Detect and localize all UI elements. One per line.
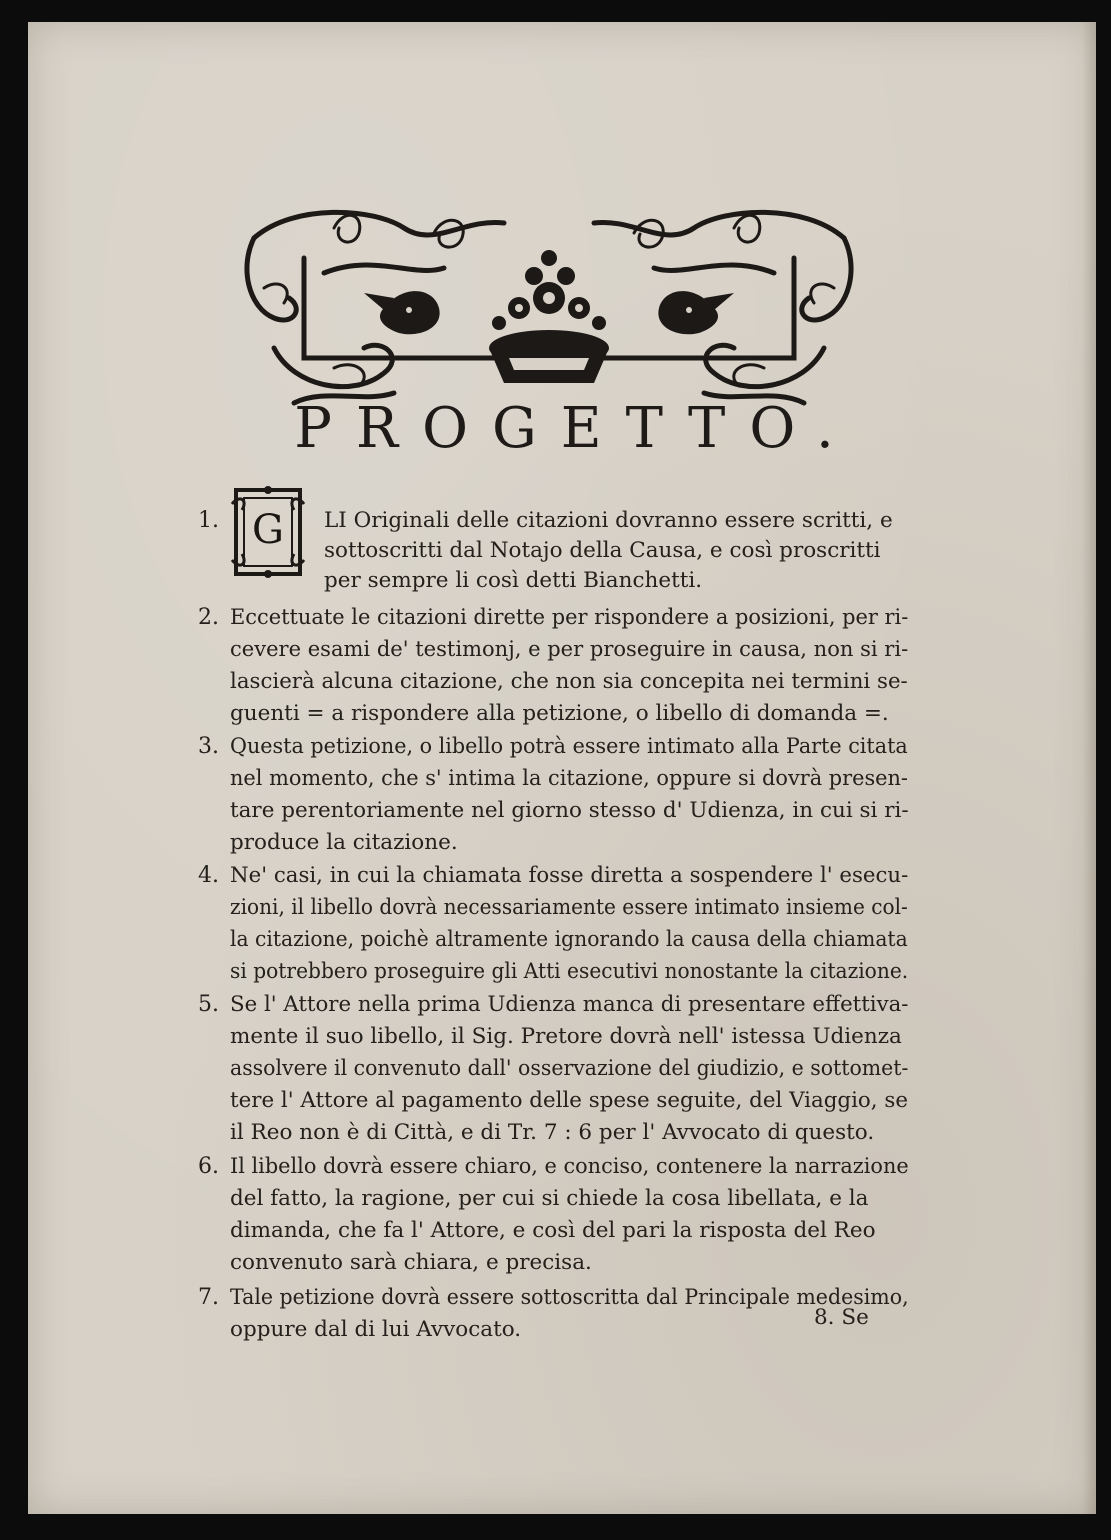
paragraph-number: 3. <box>198 734 219 759</box>
paragraph-line: LI Originali delle citazioni dovranno essere scritti, e <box>324 508 893 533</box>
catchword: 8. Se <box>814 1305 869 1330</box>
page-title: PROGETTO. <box>294 396 858 461</box>
document-page <box>28 22 1096 1514</box>
paragraph-line: Ne' casi, in cui la chiamata fosse diretta a sospendere l' esecu- <box>230 863 909 888</box>
paragraph-line: per sempre li così detti Bianchetti. <box>324 568 703 593</box>
paragraph-line: il Reo non è di Città, e di Tr. 7 : 6 per l' Avvocato di questo. <box>230 1120 875 1145</box>
ornamental-headpiece <box>234 198 864 413</box>
paragraph-line: dimanda, che fa l' Attore, e così del pari la risposta del Reo <box>230 1218 876 1243</box>
paragraph-number: 6. <box>198 1154 219 1179</box>
paragraph-line: del fatto, la ragione, per cui si chiede la cosa libellata, e la <box>230 1186 869 1211</box>
paragraph-line: zioni, il libello dovrà necessariamente essere intimato insieme col- <box>230 895 908 920</box>
paragraph-line: tare perentoriamente nel giorno stesso d' Udienza, in cui si ri- <box>230 798 909 823</box>
paragraph-number: 5. <box>198 992 219 1017</box>
paragraph-number: 1. <box>198 508 219 533</box>
paragraph-number: 7. <box>198 1285 219 1310</box>
paragraph-line: si potrebbero proseguire gli Atti esecutivi nonostante la citazione. <box>230 959 909 984</box>
decorated-initial <box>230 484 306 580</box>
paragraph-line: Se l' Attore nella prima Udienza manca di presentare effettiva- <box>230 992 909 1017</box>
paragraph-number: 2. <box>198 605 219 630</box>
paragraph-line: sottoscritti dal Notajo della Causa, e così proscritti <box>324 538 881 563</box>
paragraph-line: nel momento, che s' intima la citazione, oppure si dovrà presen- <box>230 766 908 791</box>
paragraph-line: cevere esami de' testimonj, e per proseguire in causa, non si ri- <box>230 637 909 662</box>
paragraph-line: Eccettuate le citazioni dirette per rispondere a posizioni, per ri- <box>230 605 909 630</box>
initial-letter: G <box>252 507 284 553</box>
paragraph-line: produce la citazione. <box>230 830 458 855</box>
paragraph-line: Tale petizione dovrà essere sottoscritta dal Principale medesimo, <box>230 1285 909 1310</box>
paragraph-line: Il libello dovrà essere chiaro, e conciso, contenere la narrazione <box>230 1154 909 1179</box>
page-edge-shadow <box>1082 22 1096 1514</box>
paragraph-line: oppure dal di lui Avvocato. <box>230 1317 522 1342</box>
paragraph-line: la citazione, poichè altramente ignorando la causa della chiamata <box>230 927 908 952</box>
paragraph-line: assolvere il convenuto dall' osservazione del giudizio, e sottomet- <box>230 1056 909 1081</box>
paragraph-line: Questa petizione, o libello potrà essere intimato alla Parte citata <box>230 734 908 759</box>
paragraph-line: guenti = a rispondere alla petizione, o libello di domanda =. <box>230 701 889 726</box>
paragraph-line: mente il suo libello, il Sig. Pretore dovrà nell' istessa Udienza <box>230 1024 902 1049</box>
paragraph-line: lascierà alcuna citazione, che non sia concepita nei termini se- <box>230 669 908 694</box>
paragraph-line: convenuto sarà chiara, e precisa. <box>230 1250 592 1275</box>
paragraph-line: tere l' Attore al pagamento delle spese seguite, del Viaggio, se <box>230 1088 909 1113</box>
paragraph-number: 4. <box>198 863 219 888</box>
